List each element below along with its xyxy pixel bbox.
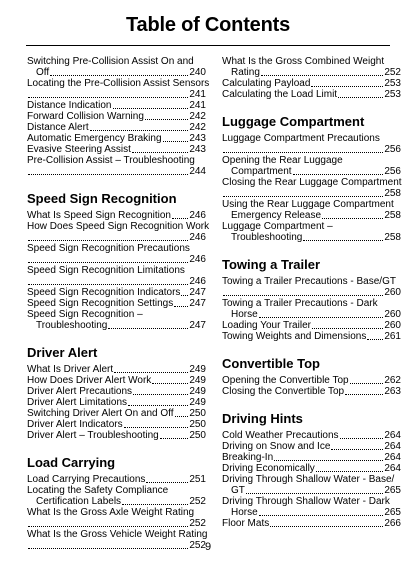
- toc-line: [222, 452, 401, 463]
- toc-line-continued: [222, 144, 401, 155]
- toc-entry-title-continued: GT: [231, 485, 245, 496]
- toc-line: [27, 210, 206, 221]
- toc-page-number: 258: [384, 232, 401, 243]
- toc-line: [222, 441, 401, 452]
- toc-page-number: 242: [189, 111, 206, 122]
- toc-line: [222, 89, 401, 100]
- toc-line: [222, 518, 401, 529]
- dot-leader: [128, 405, 188, 406]
- toc-entry[interactable]: [222, 474, 401, 496]
- toc-page-number: 251: [189, 474, 206, 485]
- dot-leader: [223, 196, 383, 197]
- toc-page-number: 258: [384, 210, 401, 221]
- title-divider: [26, 45, 390, 46]
- toc-entry-title: Driving Through Shallow Water - Base/: [222, 474, 395, 485]
- toc-page-number: 247: [189, 298, 206, 309]
- toc-line: [27, 155, 206, 166]
- toc-page-number: 256: [384, 144, 401, 155]
- toc-entry-title-continued: Emergency Release: [231, 210, 322, 221]
- toc-page-number: 241: [189, 89, 206, 100]
- toc-line: [222, 496, 401, 507]
- dot-leader: [274, 460, 383, 461]
- dot-leader: [223, 295, 383, 296]
- toc-line: [222, 474, 401, 485]
- toc-entry[interactable]: [27, 386, 206, 397]
- dot-leader: [340, 438, 384, 439]
- section-heading: Luggage Compartment: [222, 114, 365, 129]
- toc-entry-title: Driver Alert – Troubleshooting: [27, 430, 159, 441]
- toc-line-continued: [222, 287, 401, 298]
- toc-entry[interactable]: [27, 364, 206, 375]
- dot-leader: [175, 416, 189, 417]
- dot-leader: [28, 262, 188, 263]
- toc-entry-title-continued: Troubleshooting: [231, 232, 303, 243]
- toc-entry-title-continued: Troubleshooting: [36, 320, 108, 331]
- toc-page-number: 249: [189, 375, 206, 386]
- toc-line: [222, 199, 401, 210]
- toc-line: [222, 78, 401, 89]
- toc-entry[interactable]: [27, 397, 206, 408]
- toc-entry[interactable]: [222, 441, 401, 452]
- dot-leader: [259, 317, 384, 318]
- toc-page-number: 246: [189, 254, 206, 265]
- toc-page-number: 260: [384, 309, 401, 320]
- toc-entry-title: Closing the Rear Luggage Compartment: [222, 177, 402, 188]
- toc-line: [27, 298, 206, 309]
- toc-entry[interactable]: [27, 474, 206, 485]
- section-heading: Speed Sign Recognition: [27, 191, 177, 206]
- toc-line: [27, 221, 210, 232]
- toc-entry[interactable]: [222, 320, 401, 331]
- toc-entry[interactable]: [27, 375, 206, 386]
- dot-leader: [367, 339, 383, 340]
- section-heading: Driving Hints: [222, 411, 303, 426]
- dot-leader: [28, 526, 188, 527]
- dot-leader: [145, 119, 188, 120]
- toc-entry[interactable]: [222, 133, 401, 155]
- toc-line: [27, 144, 206, 155]
- toc-entry-title: Speed Sign Recognition Precautions: [27, 243, 190, 254]
- toc-entry[interactable]: [27, 309, 206, 331]
- toc-entry[interactable]: [27, 287, 206, 298]
- toc-page-number: 252: [189, 518, 206, 529]
- toc-line-continued: [222, 485, 401, 496]
- toc-line-continued: [27, 232, 206, 243]
- toc-entry-title: Distance Indication: [27, 100, 112, 111]
- dot-leader: [223, 152, 383, 153]
- toc-entry-title: What Is Speed Sign Recognition: [27, 210, 171, 221]
- toc-entry-title: Evasive Steering Assist: [27, 144, 131, 155]
- toc-page-number: 246: [189, 232, 206, 243]
- toc-line-continued: [222, 507, 401, 518]
- toc-line: [222, 276, 401, 287]
- toc-entry-title: How Does Driver Alert Work: [27, 375, 152, 386]
- toc-line-continued: [27, 254, 206, 265]
- toc-entry-title: Towing a Trailer Precautions - Base/GT: [222, 276, 396, 287]
- toc-page-number: 246: [189, 210, 206, 221]
- toc-entry[interactable]: [222, 298, 401, 320]
- dot-leader: [312, 328, 383, 329]
- toc-line: [27, 364, 206, 375]
- toc-entry-title-continued: Horse: [231, 507, 258, 518]
- dot-leader: [122, 504, 188, 505]
- toc-entry-title: What Is the Gross Vehicle Weight Rating: [27, 529, 208, 540]
- toc-entry[interactable]: [27, 507, 206, 529]
- toc-line-continued: [27, 320, 206, 331]
- toc-line: [222, 463, 401, 474]
- toc-page-number: 261: [384, 331, 401, 342]
- toc-page-number: 243: [189, 133, 206, 144]
- toc-entry-title: Calculating the Load Limit: [222, 89, 338, 100]
- toc-entry[interactable]: [222, 177, 401, 199]
- toc-page-number: 260: [384, 287, 401, 298]
- toc-entry[interactable]: [222, 56, 401, 78]
- dot-leader: [132, 152, 188, 153]
- toc-entry[interactable]: [222, 386, 401, 397]
- toc-page-number: 250: [189, 408, 206, 419]
- toc-line: [222, 56, 401, 67]
- toc-page-number: 247: [189, 320, 206, 331]
- dot-leader: [163, 141, 189, 142]
- toc-entry[interactable]: [222, 199, 401, 221]
- toc-line: [222, 298, 401, 309]
- toc-entry[interactable]: [222, 276, 401, 298]
- toc-entry[interactable]: [222, 89, 401, 100]
- toc-entry-title-continued: Certification Labels: [36, 496, 122, 507]
- toc-entry[interactable]: [27, 243, 206, 265]
- toc-line: [27, 375, 206, 386]
- toc-entry-title: What Is Driver Alert: [27, 364, 114, 375]
- dot-leader: [160, 438, 189, 439]
- dot-leader: [181, 295, 188, 296]
- toc-line: [27, 474, 206, 485]
- toc-line-continued: [27, 518, 206, 529]
- toc-page-number: 253: [384, 89, 401, 100]
- toc-line: [222, 386, 401, 397]
- dot-leader: [316, 471, 384, 472]
- toc-entry[interactable]: [27, 485, 206, 507]
- toc-entry[interactable]: [222, 496, 401, 518]
- toc-entry-title: Luggage Compartment Precautions: [222, 133, 380, 144]
- dot-leader: [261, 75, 383, 76]
- dot-leader: [270, 526, 383, 527]
- toc-entry-title: Pre-Collision Assist – Troubleshooting: [27, 155, 195, 166]
- toc-entry-title: Distance Alert: [27, 122, 89, 133]
- toc-line-continued: [222, 309, 401, 320]
- toc-page-number: 252: [384, 67, 401, 78]
- toc-entry-title: Driver Alert Precautions: [27, 386, 133, 397]
- toc-page-number: 253: [384, 78, 401, 89]
- toc-entry[interactable]: [27, 419, 206, 430]
- toc-entry-title: Cold Weather Precautions: [222, 430, 339, 441]
- toc-page-number: 265: [384, 507, 401, 518]
- left-column: [27, 56, 210, 551]
- toc-entry-title: Locating the Safety Compliance: [27, 485, 169, 496]
- toc-entry[interactable]: [27, 133, 206, 144]
- toc-page-number: 249: [189, 386, 206, 397]
- toc-page-number: 252: [189, 540, 206, 551]
- toc-line: [27, 111, 206, 122]
- toc-page-number: 244: [189, 166, 206, 177]
- toc-line: [27, 56, 206, 67]
- section-heading: Towing a Trailer: [222, 257, 321, 272]
- toc-entry-title: Luggage Compartment –: [222, 221, 333, 232]
- toc-line: [27, 133, 206, 144]
- dot-leader: [28, 174, 188, 175]
- toc-entry[interactable]: [27, 78, 210, 100]
- toc-page-number: 265: [384, 485, 401, 496]
- toc-line: [222, 375, 401, 386]
- section-heading: Convertible Top: [222, 356, 320, 371]
- toc-page-number: 240: [189, 67, 206, 78]
- toc-line: [27, 419, 206, 430]
- dot-leader: [28, 284, 188, 285]
- toc-page-number: 258: [384, 188, 401, 199]
- toc-entry-title: Opening the Convertible Top: [222, 375, 349, 386]
- dot-leader: [293, 174, 384, 175]
- toc-entry-title: Load Carrying Precautions: [27, 474, 146, 485]
- toc-line: [222, 320, 401, 331]
- toc-line: [27, 287, 206, 298]
- toc-page-number: 246: [189, 276, 206, 287]
- dot-leader: [50, 75, 188, 76]
- toc-entry-title: Using the Rear Luggage Compartment: [222, 199, 394, 210]
- dot-leader: [331, 449, 383, 450]
- dot-leader: [303, 240, 383, 241]
- toc-line-continued: [222, 166, 401, 177]
- dot-leader: [108, 328, 188, 329]
- toc-page-number: 249: [189, 364, 206, 375]
- toc-entry[interactable]: [27, 298, 206, 309]
- toc-entry[interactable]: [27, 100, 206, 111]
- toc-line: [27, 243, 206, 254]
- toc-entry-title-continued: Compartment: [231, 166, 292, 177]
- toc-page-number: 263: [384, 386, 401, 397]
- toc-line: [27, 507, 206, 518]
- toc-entry-title: Floor Mats: [222, 518, 270, 529]
- toc-page-number: 250: [189, 430, 206, 441]
- toc-line: [27, 430, 206, 441]
- toc-entry-title-continued: Horse: [231, 309, 258, 320]
- dot-leader: [113, 108, 189, 109]
- toc-line: [222, 155, 401, 166]
- toc-line: [27, 265, 206, 276]
- toc-entry[interactable]: [222, 463, 401, 474]
- toc-line: [27, 309, 206, 320]
- toc-entry-title: Driving Economically: [222, 463, 315, 474]
- dot-leader: [114, 372, 188, 373]
- section-heading: Driver Alert: [27, 345, 98, 360]
- toc-page-number: 249: [189, 397, 206, 408]
- dot-leader: [345, 394, 383, 395]
- toc-entry[interactable]: [27, 122, 206, 133]
- toc-entry-title: Driving Through Shallow Water - Dark: [222, 496, 390, 507]
- toc-entry[interactable]: [27, 430, 206, 441]
- toc-entry[interactable]: [222, 375, 401, 386]
- toc-entry[interactable]: [27, 210, 206, 221]
- toc-page-number: 256: [384, 166, 401, 177]
- toc-line-continued: [27, 166, 206, 177]
- toc-entry[interactable]: [222, 452, 401, 463]
- dot-leader: [28, 240, 188, 241]
- toc-page-number: 242: [189, 122, 206, 133]
- toc-line: [27, 485, 206, 496]
- dot-leader: [133, 394, 188, 395]
- toc-line: [27, 78, 210, 89]
- toc-line: [27, 122, 206, 133]
- toc-entry-title: Locating the Pre-Collision Assist Sensors: [27, 78, 210, 89]
- toc-entry-title: Driver Alert Indicators: [27, 419, 123, 430]
- dot-leader: [28, 97, 188, 98]
- dot-leader: [172, 218, 188, 219]
- toc-page-number: 264: [384, 430, 401, 441]
- toc-entry-title: Opening the Rear Luggage: [222, 155, 343, 166]
- toc-page-number: 247: [189, 287, 206, 298]
- toc-entry-title: How Does Speed Sign Recognition Work: [27, 221, 210, 232]
- toc-line-continued: [27, 276, 206, 287]
- toc-page-number: 241: [189, 100, 206, 111]
- section-heading: Load Carrying: [27, 455, 116, 470]
- right-column: [222, 56, 401, 529]
- toc-line: [222, 133, 401, 144]
- dot-leader: [350, 383, 384, 384]
- toc-entry-title: Switching Driver Alert On and Off: [27, 408, 174, 419]
- dot-leader: [338, 97, 383, 98]
- toc-line: [27, 386, 206, 397]
- toc-line: [222, 177, 401, 188]
- toc-page-number: 264: [384, 463, 401, 474]
- toc-entry[interactable]: [222, 155, 401, 177]
- toc-entry-title: Loading Your Trailer: [222, 320, 311, 331]
- toc-line: [27, 529, 206, 540]
- toc-page-number: 266: [384, 518, 401, 529]
- toc-entry-title: What Is the Gross Axle Weight Rating: [27, 507, 195, 518]
- toc-page-number: 264: [384, 441, 401, 452]
- toc-entry[interactable]: [222, 331, 401, 342]
- toc-entry[interactable]: [27, 155, 206, 177]
- dot-leader: [322, 218, 383, 219]
- toc-entry-title-continued: Off: [36, 67, 50, 78]
- toc-entry-title: Speed Sign Recognition Settings: [27, 298, 174, 309]
- toc-line: [27, 397, 206, 408]
- toc-entry-title: Automatic Emergency Braking: [27, 133, 162, 144]
- page-title: Table of Contents: [125, 14, 290, 36]
- toc-entry[interactable]: [27, 56, 206, 78]
- toc-entry-title: Closing the Convertible Top: [222, 386, 345, 397]
- toc-entry[interactable]: [222, 430, 401, 441]
- toc-entry[interactable]: [222, 78, 401, 89]
- dot-leader: [174, 306, 188, 307]
- toc-page-number: 243: [189, 144, 206, 155]
- dot-leader: [124, 427, 189, 428]
- toc-entry-title: Towing a Trailer Precautions - Dark: [222, 298, 378, 309]
- toc-line-continued: [222, 188, 401, 199]
- toc-entry[interactable]: [27, 408, 206, 419]
- toc-entry-title: Driver Alert Limitations: [27, 397, 128, 408]
- toc-entry-title: Breaking-In: [222, 452, 274, 463]
- dot-leader: [311, 86, 383, 87]
- toc-entry-title: Switching Pre-Collision Assist On and: [27, 56, 194, 67]
- toc-line-continued: [222, 232, 401, 243]
- toc-entry[interactable]: [27, 265, 206, 287]
- toc-entry-title: Speed Sign Recognition Limitations: [27, 265, 185, 276]
- toc-entry[interactable]: [27, 144, 206, 155]
- toc-page-number: 264: [384, 452, 401, 463]
- toc-page-number: 262: [384, 375, 401, 386]
- toc-entry-title: Forward Collision Warning: [27, 111, 144, 122]
- toc-line: [222, 430, 401, 441]
- toc-page-number: 252: [189, 496, 206, 507]
- dot-leader: [246, 493, 383, 494]
- toc-entry-title: Driving on Snow and Ice: [222, 441, 331, 452]
- toc-line-continued: [27, 67, 206, 78]
- toc-entry-title: What Is the Gross Combined Weight: [222, 56, 385, 67]
- toc-entry[interactable]: [27, 221, 210, 243]
- toc-entry-title: Towing Weights and Dimensions: [222, 331, 367, 342]
- toc-line-continued: [27, 89, 206, 100]
- toc-line: [27, 408, 206, 419]
- dot-leader: [146, 482, 188, 483]
- toc-line-continued: [222, 67, 401, 78]
- dot-leader: [259, 515, 384, 516]
- toc-line: [222, 221, 401, 232]
- toc-entry[interactable]: [222, 221, 401, 243]
- toc-entry[interactable]: [27, 111, 206, 122]
- toc-entry[interactable]: [222, 518, 401, 529]
- page-number: 9: [204, 541, 212, 553]
- toc-line: [222, 331, 401, 342]
- toc-entry-title: Calculating Payload: [222, 78, 311, 89]
- toc-entry-title: Speed Sign Recognition Indicators: [27, 287, 181, 298]
- toc-entry-title: Speed Sign Recognition –: [27, 309, 143, 320]
- dot-leader: [152, 383, 188, 384]
- toc-entry-title-continued: Rating: [231, 67, 260, 78]
- toc-page-number: 250: [189, 419, 206, 430]
- dot-leader: [90, 130, 189, 131]
- toc-line-continued: [222, 210, 401, 221]
- toc-line-continued: [27, 496, 206, 507]
- toc-page-number: 260: [384, 320, 401, 331]
- toc-line: [27, 100, 206, 111]
